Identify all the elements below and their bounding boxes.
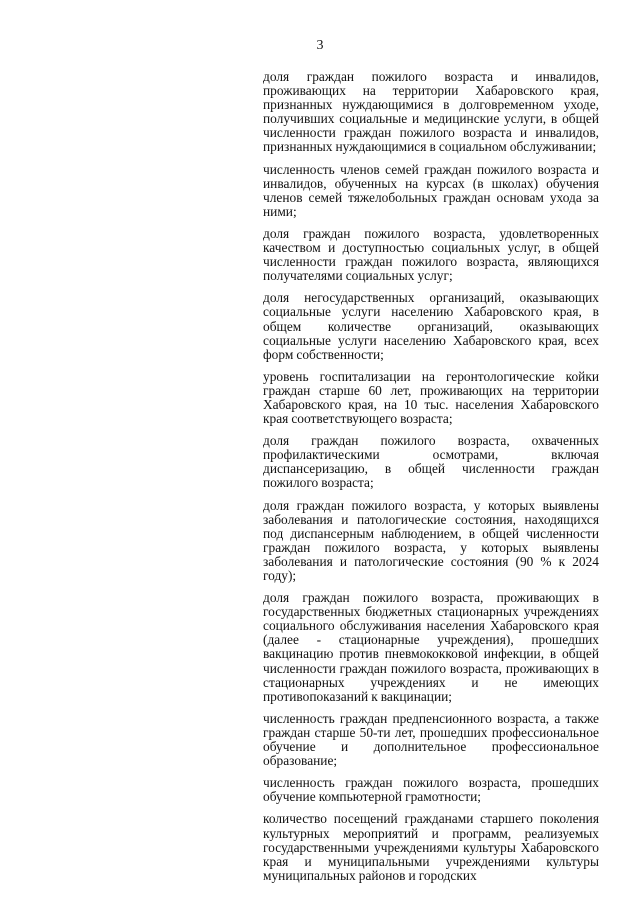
paragraph: доля негосударственных организаций, оказывающих социальные услуги населению Хабаровского края, в общем количестве организаций, оказывающих социальные услуги населению Хабаровского края, всех форм собственности; — [263, 290, 599, 362]
paragraph: доля граждан пожилого возраста, у которых выявлены заболевания и патологические состояния, находящихся под диспансерным наблюдением, в общей численности граждан пожилого возраста, у которых выявлены заболевания и патологические состояния (90 % к 2024 году); — [263, 497, 599, 583]
paragraph: доля граждан пожилого возраста и инвалидов, проживающих на территории Хабаровского края, признанных нуждающимися в долговременном уходе, получивших социальные и медицинские услуги, в общей численности граждан пожилого возраста и инвалидов, признанных нуждающимися в социальном обслуживании; — [263, 69, 599, 155]
paragraph: доля граждан пожилого возраста, проживающих в государственных бюджетных стационарных учреждениях социального обслуживания населения Хабаровского края (далее - стационарные учреждения), прошедших вакцинацию против пневмококковой инфекции, в общей численности граждан пожилого возраста, проживающих в стационарных учреждениях и не имеющих противопоказаний к вакцинации; — [263, 590, 599, 704]
paragraph: уровень госпитализации на геронтологические койки граждан старше 60 лет, проживающих на территории Хабаровского края, на 10 тыс. населения Хабаровского края соответствующего возраста; — [263, 368, 599, 427]
paragraph: доля граждан пожилого возраста, охваченных профилактическими осмотрами, включая диспансеризацию, в общей численности граждан пожилого возраста; — [263, 433, 599, 491]
page-number: 3 — [316, 38, 324, 53]
paragraph: численность граждан предпенсионного возраста, а также граждан старше 50-ти лет, прошедших профессиональное обучение и дополнительное профессиональное образование; — [263, 710, 599, 769]
paragraph: доля граждан пожилого возраста, удовлетворенных качеством и доступностью социальных услуг, в общей численности граждан пожилого возраста, являющихся получателями социальных услуг; — [263, 225, 599, 284]
paragraph: численность членов семей граждан пожилого возраста и инвалидов, обученных на курсах (в школах) обучения членов семей тяжелобольных граждан основам ухода за ними; — [263, 161, 599, 219]
document-body — [263, 70, 599, 891]
paragraph: численность граждан пожилого возраста, прошедших обучение компьютерной грамотности; — [263, 775, 599, 805]
paragraph: количество посещений гражданами старшего поколения культурных мероприятий и программ, реализуемых государственными учреждениями культуры Хабаровского края и муниципальными учреждениями культуры муниципальных районов и городских — [263, 811, 599, 883]
